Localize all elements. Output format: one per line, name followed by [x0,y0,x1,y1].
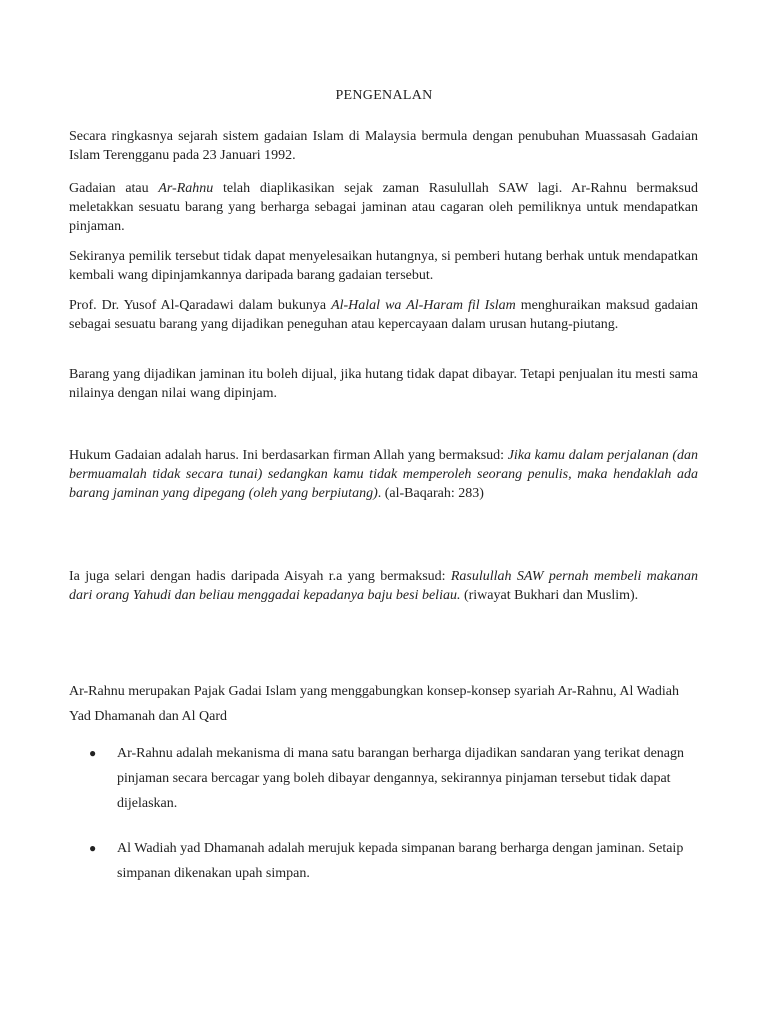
italic-hadith-quote: Rasulullah SAW pernah membeli makanan dari orang Yahudi dan beliau menggadai kepadanya baju besi beliau. [69,569,699,603]
bullet-icon: ● [89,841,97,855]
list-item-text: Ar-Rahnu adalah mekanisma di mana satu barangan berharga dijadikan sandaran yang terikat denagn pinjaman secara bercagar yang boleh dibayar dengannya, sekirannya pinjaman tersebut tidak dapat dijelaskan. [117,746,685,811]
paragraph-text: (riwayat Bukhari dan Muslim). [460,588,639,603]
page-title: PENGENALAN [335,88,433,103]
paragraph-collateral-sale: Barang yang dijadikan jaminan itu boleh dijual, jika hutang tidak dapat dibayar. Tetapi penjualan itu mesti sama nilainya dengan nilai wang dipinjam. [69,367,698,401]
paragraph-text: Prof. Dr. Yusof Al-Qaradawi dalam bukunya [69,298,332,313]
list-item [89,836,699,886]
paragraph-text: menghuraikan maksud gadaian sebagai sesuatu barang yang dijadikan peneguhan atau kepercayaan dalam urusan hutang-piutang. [69,298,698,332]
paragraph-debt-recovery: Sekiranya pemilik tersebut tidak dapat menyelesaikan hutangnya, si pemberi hutang berhak untuk mendapatkan kembali wang dipinjamkannya daripada barang gadaian tersebut. [69,249,698,283]
paragraph-ar-rahnu-definition [69,179,698,236]
paragraph-history: Secara ringkasnya sejarah sistem gadaian Islam di Malaysia bermula dengan penubuhan Muassasah Gadaian Islam Terengganu pada 23 Januari 1992. [69,129,698,163]
paragraph-ar-rahnu-concepts: Ar-Rahnu merupakan Pajak Gadai Islam yang menggabungkan konsep-konsep syariah Ar-Rahnu, Al Wadiah Yad Dhamanah dan Al Qard [69,684,680,724]
italic-book-title: Al-Halal wa Al-Haram fil Islam [331,298,516,313]
italic-quran-quote: Jika kamu dalam perjalanan (dan bermuamalah tidak secara tunai) sedangkan kamu tidak memperoleh seorang penulis, maka hendaklah ada barang jaminan yang dipegang (oleh yang berpiutang) [69,448,699,501]
paragraph-text: Hukum Gadaian adalah harus. Ini berdasarkan firman Allah yang bermaksud: [69,448,508,463]
list-item-text: Al Wadiah yad Dhamanah adalah merujuk kepada simpanan barang berharga dengan jaminan. Setaip simpanan dikenakan upah simpan. [117,841,684,881]
paragraph-text: Gadaian atau [69,181,159,196]
bullet-icon: ● [89,746,97,760]
list-item [89,741,699,816]
paragraph-text: telah diaplikasikan sejak zaman Rasulullah SAW lagi. Ar-Rahnu bermaksud meletakkan sesuatu barang yang berharga sebagai jaminan atau cagaran oleh pemiliknya untuk mendapatkan pinjaman. [69,181,698,234]
bullet-list [89,741,699,886]
italic-term: Ar-Rahnu [158,181,214,196]
paragraph-hadith [69,567,698,605]
paragraph-qaradawi [69,296,698,334]
paragraph-text: . (al-Baqarah: 283) [377,486,484,501]
paragraph-text: Ia juga selari dengan hadis daripada Aisyah r.a yang bermaksud: [69,569,451,584]
paragraph-hukum-gadaian [69,446,698,503]
